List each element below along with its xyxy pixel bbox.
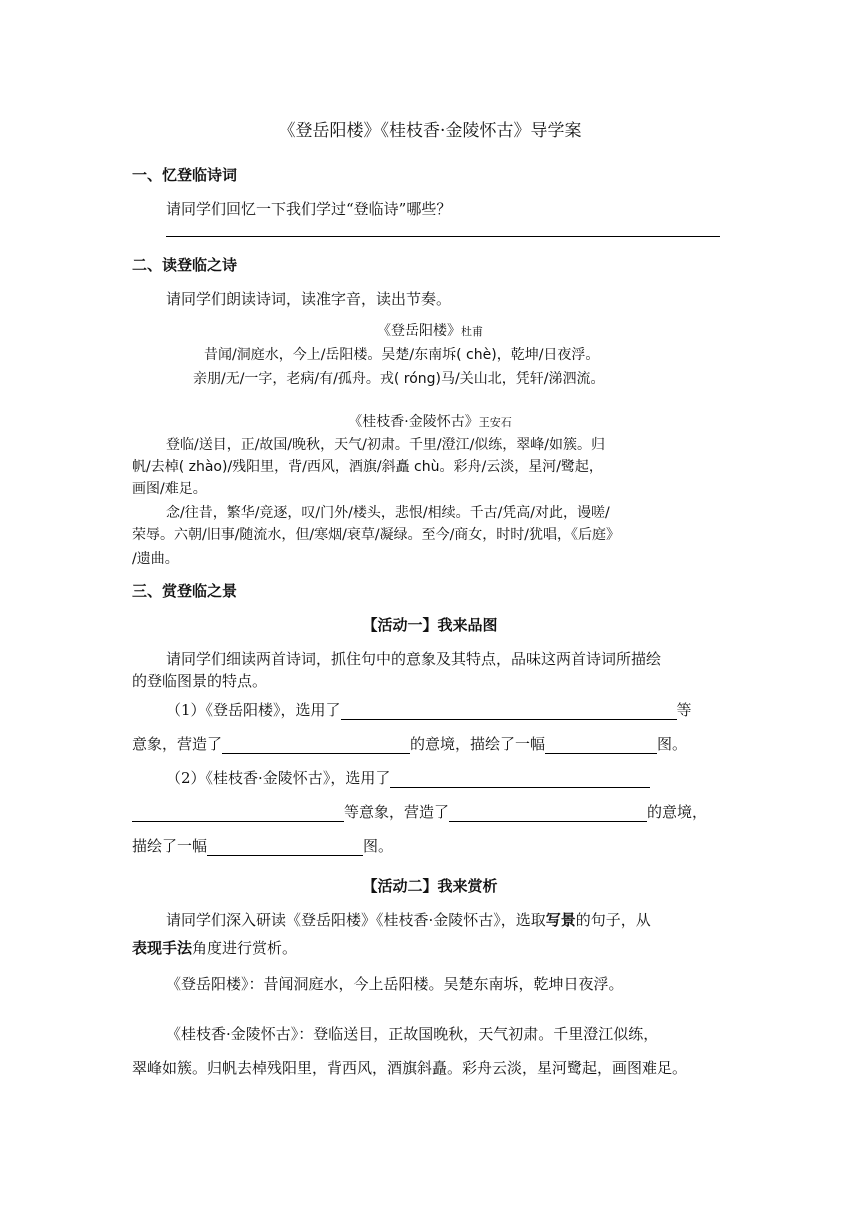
- q2-text: 的意境，: [647, 803, 708, 821]
- poem2-title: 《桂枝香·金陵怀古》: [348, 414, 479, 430]
- question-2-line-1: [166, 767, 650, 788]
- q1-text: 意象，营造了: [132, 735, 223, 753]
- q1-blank-imagery[interactable]: [341, 703, 677, 720]
- activity2-intro: [132, 937, 297, 958]
- poem2-line: /遗曲。: [132, 551, 179, 567]
- activity2-intro-text: 请同学们深入研读《登岳阳楼》《桂枝香·金陵怀古》，选取: [166, 911, 546, 929]
- quote-denglou: 《登岳阳楼》：昔闻洞庭水，今上岳阳楼。吴楚东南坼，乾坤日夜浮。: [166, 975, 624, 993]
- poem1-title: 《登岳阳楼》: [377, 323, 461, 339]
- section2-prompt: 请同学们朗读诗词，读准字音，读出节奏。: [166, 290, 452, 308]
- activity1-title: 【活动一】我来品图: [362, 616, 498, 634]
- activity2-intro-text: 角度进行赏析。: [192, 939, 298, 957]
- q2-blank-imagery[interactable]: [390, 771, 650, 788]
- q1-text: 的意境，描绘了一幅: [410, 735, 546, 753]
- q1-text: （1）《登岳阳楼》，选用了: [166, 701, 341, 719]
- poem2-line: 帆/去棹( zhào)/残阳里，背/西风，酒旗/斜矗 chù。彩舟/云淡，星河/鹭起，: [132, 459, 603, 475]
- poem2-line: 画图/难足。: [132, 481, 207, 497]
- poem2-line: 登临/送目，正/故国/晚秋，天气/初肃。千里/澄江/似练，翠峰/如簇。归: [166, 437, 606, 453]
- poem2-author: 王安石: [478, 416, 512, 429]
- q2-text: 等意象，营造了: [344, 803, 450, 821]
- section3-heading: 三、赏登临之景: [132, 582, 238, 600]
- poem2-line: 念/往昔，繁华/竞逐，叹/门外/楼头，悲恨/相续。千古/凭高/对此，谩嗟/: [166, 505, 610, 521]
- q2-text: （2）《桂枝香·金陵怀古》，选用了: [166, 769, 391, 787]
- activity1-intro: 请同学们细读两首诗词，抓住句中的意象及其特点，品味这两首诗词所描绘: [166, 650, 662, 668]
- q2-text: 描绘了一幅: [132, 837, 208, 855]
- poem1-author: 杜甫: [461, 325, 483, 338]
- q2-blank-picture[interactable]: [207, 839, 363, 856]
- quote-guizhixiang: 《桂枝香·金陵怀古》：登临送目，正故国晚秋，天气初肃。千里澄江似练，: [166, 1025, 659, 1043]
- question-2-line-2: [132, 801, 707, 822]
- poem1-line-2: 亲朋/无/一字，老病/有/孤舟。戎( róng)马/关山北，凭轩/涕泗流。: [193, 371, 605, 387]
- section1-prompt: 请同学们回忆一下我们学过“登临诗”哪些？: [166, 200, 452, 218]
- emphasis-technique: 表现手法: [132, 939, 193, 957]
- answer-line[interactable]: [166, 236, 720, 237]
- question-1-line-1: [166, 699, 692, 720]
- poem1-line-1: 昔闻/洞庭水，今上/岳阳楼。吴楚/东南坼( chè)，乾坤/日夜浮。: [204, 347, 600, 363]
- poem2-line: 荣辱。六朝/旧事/随流水，但/寒烟/衰草/凝绿。至今/商女，时时/犹唱，《后庭》: [132, 527, 621, 543]
- quote-guizhixiang: 翠峰如簇。归帆去棹残阳里，背西风，酒旗斜矗。彩舟云淡，星河鹭起，画图难足。: [132, 1059, 688, 1077]
- q2-text: 图。: [363, 837, 394, 855]
- q1-blank-mood[interactable]: [222, 737, 410, 754]
- question-1-line-2: [132, 733, 687, 754]
- emphasis-scenery: 写景: [545, 911, 576, 929]
- question-2-line-3: [132, 835, 393, 856]
- activity2-intro-text: 的句子，从: [575, 911, 651, 929]
- activity2-intro: [166, 909, 651, 930]
- q2-blank-mood[interactable]: [449, 805, 647, 822]
- q1-blank-picture[interactable]: [545, 737, 657, 754]
- q2-blank-imagery-cont[interactable]: [132, 805, 344, 822]
- poem2-header: [0, 411, 860, 431]
- section2-heading: 二、读登临之诗: [132, 256, 238, 274]
- section1-heading: 一、忆登临诗词: [132, 166, 238, 184]
- activity2-title: 【活动二】我来赏析: [362, 877, 498, 895]
- page-title: 《登岳阳楼》《桂枝香·金陵怀古》导学案: [278, 121, 582, 141]
- q1-text: 图。: [657, 735, 688, 753]
- q1-text: 等: [676, 701, 692, 719]
- activity1-intro: 的登临图景的特点。: [132, 672, 268, 690]
- poem1-header: [0, 320, 860, 340]
